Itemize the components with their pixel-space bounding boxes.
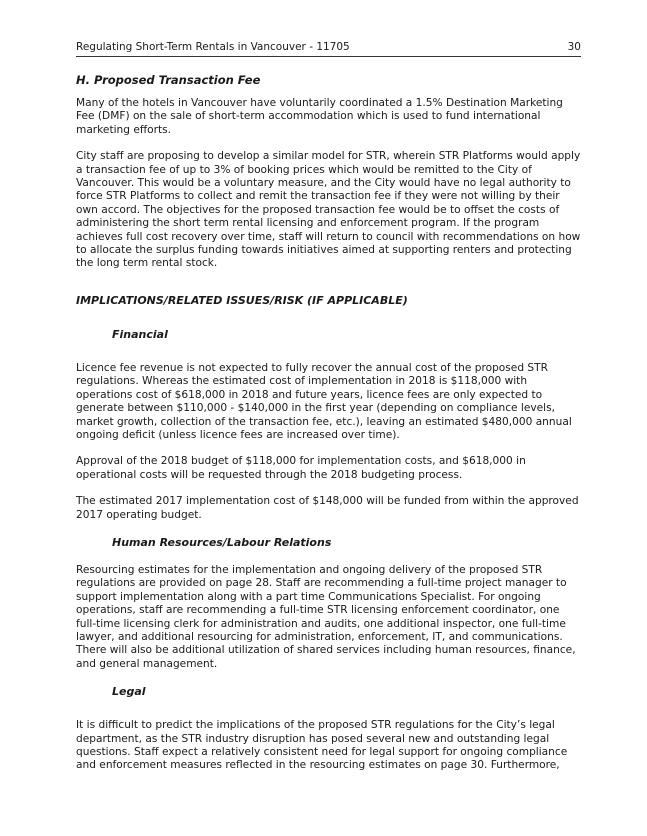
financial-paragraph-2: Approval of the 2018 budget of $118,000 for implementation costs, and $618,000 in operational costs will be requested through the 2018 budgeting process. [76, 455, 526, 481]
financial-heading: Financial [112, 327, 168, 341]
financial-paragraph-1: Licence fee revenue is not expected to fully recover the annual cost of the proposed STR regulations. Whereas the estimated cost of implementation in 2018 is $118,000 with operations cost of $618,000 in 2018 and future years, licence fees are only expected to generate between $110,000 - $140,000 in the first year (depending on compliance levels, market growth, collection of the transaction fee, etc.), leaving an estimated $480,000 annual ongoing deficit (unless licence fees are increased over time). [76, 361, 572, 441]
page-header [76, 40, 581, 57]
header-title: Regulating Short-Term Rentals in Vancouver - 11705 [76, 41, 350, 53]
section-h-paragraph-1: Many of the hotels in Vancouver have voluntarily coordinated a 1.5% Destination Marketing Fee (DMF) on the sale of short-term accommodation which is used to fund international marketing efforts. [76, 97, 563, 136]
section-h-paragraph-2: City staff are proposing to develop a similar model for STR, wherein STR Platforms would apply a transaction fee of up to 3% of booking prices which would be remitted to the City of Vancouver. This would be a voluntary measure, and the City would have no legal authority to force STR Platforms to collect and remit the transaction fee if they were not willing by their own accord. The objectives for the proposed transaction fee would be to offset the costs of administering the short term rental licensing and enforcement program. If the program achieves full cost recovery over time, staff will return to council with recommendations on how to allocate the surplus funding towards initiatives aimed at supporting renters and protecting the long term rental stock. [76, 150, 581, 270]
implications-heading: IMPLICATIONS/RELATED ISSUES/RISK (IF APPLICABLE) [76, 293, 408, 307]
hr-paragraph-1: Resourcing estimates for the implementation and ongoing delivery of the proposed STR regulations are provided on page 28. Staff are recommending a full-time project manager to support implementation along with a part time Communications Specialist. For ongoing operations, staff are recommending a full-time STR licensing enforcement coordinator, one full-time licensing clerk for administration and audits, one additional inspector, one full-time lawyer, and additional resourcing for administration, enforcement, IT, and communications. There will also be additional utilization of shared services including human resources, finance, and general management. [76, 563, 576, 670]
hr-heading: Human Resources/Labour Relations [112, 535, 332, 549]
page-number: 30 [567, 41, 581, 53]
legal-heading: Legal [112, 685, 146, 699]
section-h-title: H. Proposed Transaction Fee [76, 73, 261, 87]
financial-paragraph-3: The estimated 2017 implementation cost of $148,000 will be funded from within the approved 2017 operating budget. [76, 495, 579, 521]
legal-paragraph-1: It is difficult to predict the implications of the proposed STR regulations for the City’s legal department, as the STR industry disruption has posed several new and outstanding legal questions. Staff expect a relatively consistent need for legal support for ongoing compliance and enforcement measures reflected in the resourcing estimates on page 30. Furthermore, [76, 719, 568, 772]
